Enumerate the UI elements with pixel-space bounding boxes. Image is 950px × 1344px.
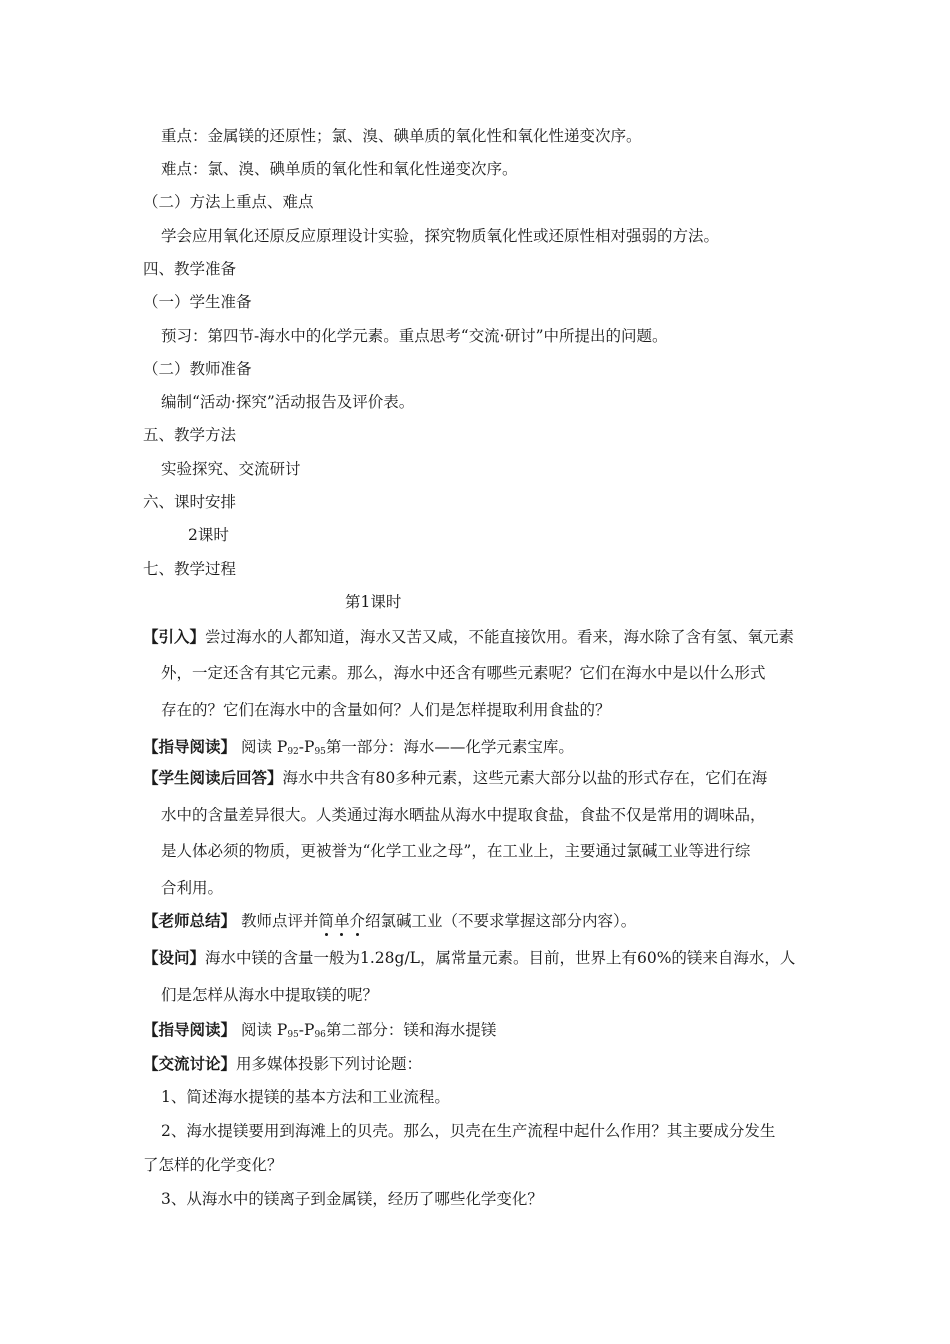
- method-heading: （二）方法上重点、难点: [143, 193, 314, 211]
- summary-dotted-1: 简: [318, 912, 334, 930]
- question-tag: 【设问】: [143, 949, 206, 967]
- discussion-line: [143, 1054, 422, 1074]
- section-6-text: 2课时: [188, 526, 229, 544]
- student-prep-text: 预习：第四节-海水中的化学元素。重点思考“交流·研讨”中所提出的问题。: [161, 327, 668, 345]
- lesson-title: 第1课时: [345, 593, 402, 611]
- section-7-heading: 七、教学过程: [143, 560, 237, 578]
- guide-1-pre: 阅读 P: [240, 738, 288, 756]
- section-5-heading: 五、教学方法: [143, 426, 237, 444]
- summary-dotted-3: 介: [349, 912, 366, 930]
- method-text: 学会应用氧化还原反应原理设计实验，探究物质氧化性或还原性相对强弱的方法。: [161, 227, 720, 245]
- answer-text-4: 合利用。: [161, 879, 224, 897]
- intro-tag: 【引入】: [143, 628, 206, 646]
- question-line-1: [143, 948, 795, 968]
- guide-2-post: 第二部分：镁和海水提镁: [325, 1021, 497, 1039]
- discussion-question-3: 3、从海水中的镁离子到金属镁，经历了哪些化学变化？: [161, 1190, 543, 1208]
- student-prep-heading: （一）学生准备: [143, 293, 252, 311]
- discussion-question-2: 2、海水提镁要用到海滩上的贝壳。那么，贝壳在生产流程中起什么作用？其主要成分发生: [161, 1122, 776, 1140]
- section-4-heading: 四、教学准备: [143, 260, 237, 278]
- question-text-1: 海水中镁的含量一般为1.28g/L，属常量元素。目前，世界上有60%的镁来自海水，人: [205, 949, 796, 967]
- guide-2-mid: -P: [298, 1021, 315, 1039]
- discussion-question-1: 1、简述海水提镁的基本方法和工业流程。: [161, 1088, 450, 1106]
- discussion-tag: 【交流讨论】: [143, 1055, 237, 1073]
- guide-1-tag: 【指导阅读】: [143, 738, 237, 756]
- discussion-question-2-cont: 了怎样的化学变化？: [143, 1156, 283, 1174]
- teacher-prep-text: 编制“活动·探究”活动报告及评价表。: [161, 393, 415, 411]
- guide-1-sub-end: 95: [314, 747, 326, 757]
- guide-reading-2: [143, 1020, 496, 1045]
- intro-text-1: 尝过海水的人都知道，海水又苦又咸，不能直接饮用。看来，海水除了含有氢、氧元素: [205, 628, 795, 646]
- guide-2-tag: 【指导阅读】: [143, 1021, 237, 1039]
- guide-reading-1: [143, 737, 574, 762]
- section-5-text: 实验探究、交流研讨: [161, 460, 301, 478]
- guide-1-post: 第一部分：海水——化学元素宝库。: [325, 738, 574, 756]
- summary-pre: 教师点评并: [240, 912, 319, 930]
- answer-text-1: 海水中共含有80多种元素，这些元素大部分以盐的形式存在，它们在海: [282, 769, 768, 787]
- guide-1-sub-start: 92: [287, 747, 299, 757]
- teacher-prep-heading: （二）教师准备: [143, 360, 252, 378]
- summary-post: 绍氯碱工业（不要求掌握这部分内容）。: [365, 912, 637, 930]
- intro-text-3: 存在的？它们在海水中的含量如何？人们是怎样提取利用食盐的？: [161, 701, 611, 719]
- teacher-summary: [143, 911, 636, 931]
- summary-dotted-2: 单: [333, 912, 350, 930]
- answer-text-3: 是人体必须的物质，更被誉为“化学工业之母”，在工业上，主要通过氯碱工业等进行综: [161, 842, 751, 860]
- summary-tag: 【老师总结】: [143, 912, 237, 930]
- answer-line-1: [143, 768, 767, 788]
- intro-paragraph-line-1: [143, 627, 794, 647]
- discussion-intro: 用多媒体投影下列讨论题：: [236, 1055, 423, 1073]
- section-6-heading: 六、课时安排: [143, 493, 237, 511]
- question-text-2: 们是怎样从海水中提取镁的呢？: [161, 986, 379, 1004]
- guide-2-sub-start: 95: [287, 1030, 299, 1040]
- key-point-line: 重点：金属镁的还原性；氯、溴、碘单质的氧化性和氧化性递变次序。: [161, 127, 642, 145]
- guide-1-mid: -P: [298, 738, 315, 756]
- guide-2-pre: 阅读 P: [240, 1021, 288, 1039]
- difficulty-line: 难点：氯、溴、碘单质的氧化性和氧化性递变次序。: [161, 160, 518, 178]
- guide-2-sub-end: 96: [314, 1030, 326, 1040]
- answer-tag: 【学生阅读后回答】: [143, 769, 283, 787]
- answer-text-2: 水中的含量差异很大。人类通过海水晒盐从海水中提取食盐，食盐不仅是常用的调味品，: [161, 806, 766, 824]
- intro-text-2: 外，一定还含有其它元素。那么，海水中还含有哪些元素呢？它们在海水中是以什么形式: [161, 664, 766, 682]
